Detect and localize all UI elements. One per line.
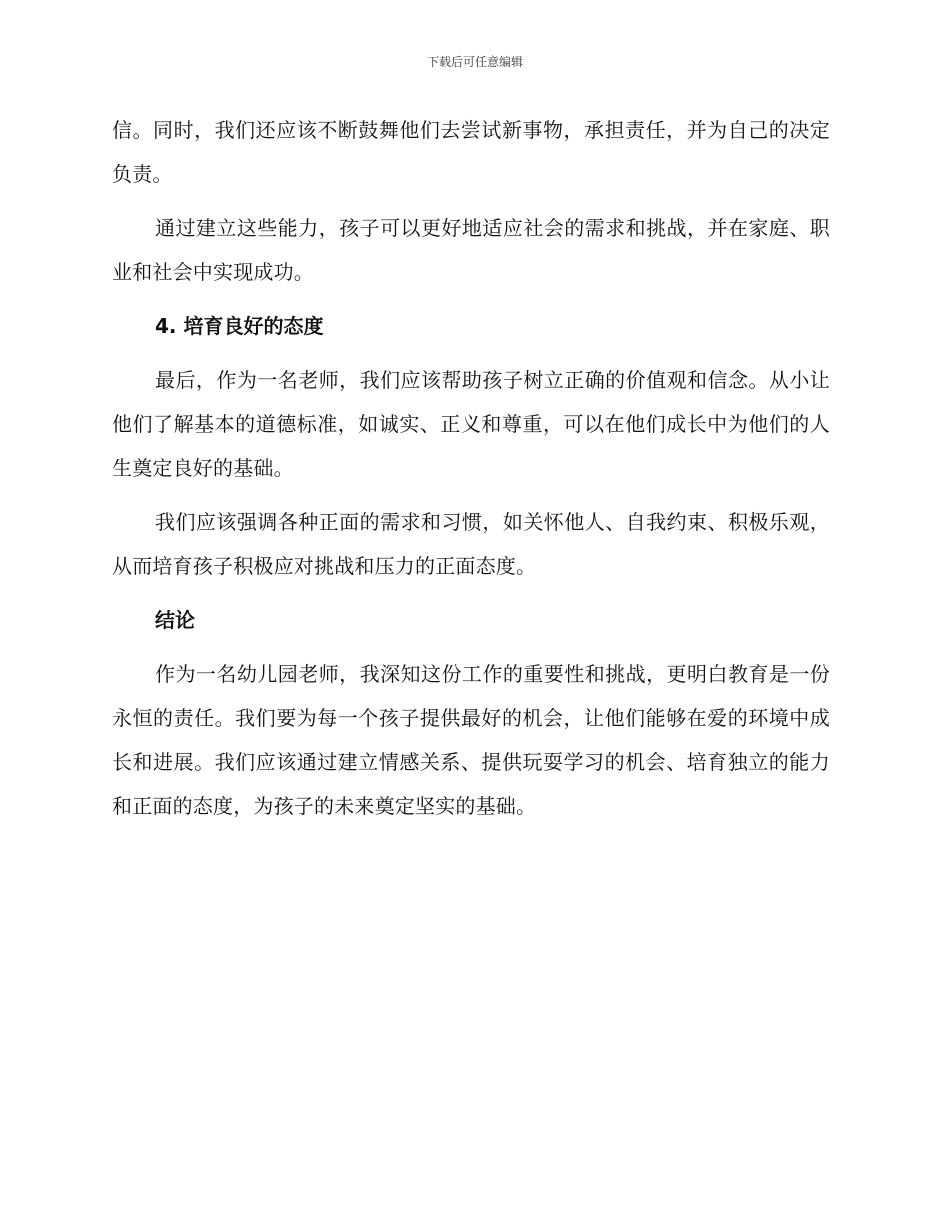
paragraph-conclusion: 作为一名幼儿园老师，我深知这份工作的重要性和挑战，更明白教育是一份永恒的责任。我们要为每一个孩子提供最好的机会，让他们能够在爱的环境中成长和进展。我们应该通过建立情感关系、提供玩耍学习的机会、培育独立的能力和正面的态度，为孩子的未来奠定坚实的基础。 (112, 662, 830, 818)
document-body (112, 108, 830, 828)
paragraph-values: 最后，作为一名老师，我们应该帮助孩子树立正确的价值观和信念。从小让他们了解基本的道德标准，如诚实、正义和尊重，可以在他们成长中为他们的人生奠定良好的基础。 (112, 368, 830, 480)
section-heading-conclusion: 结论 (155, 608, 195, 632)
paragraph-abilities: 通过建立这些能力，孩子可以更好地适应社会的需求和挑战，并在家庭、职业和社会中实现成功。 (112, 216, 830, 284)
section-heading-attitude: 4. 培育良好的态度 (155, 314, 324, 338)
paragraph-habits: 我们应该强调各种正面的需求和习惯，如关怀他人、自我约束、积极乐观，从而培育孩子积极应对挑战和压力的正面态度。 (112, 510, 830, 578)
paragraph-continuation: 信。同时，我们还应该不断鼓舞他们去尝试新事物，承担责任，并为自己的决定负责。 (112, 118, 830, 186)
page-header: 下载后可任意编辑 (426, 55, 523, 69)
